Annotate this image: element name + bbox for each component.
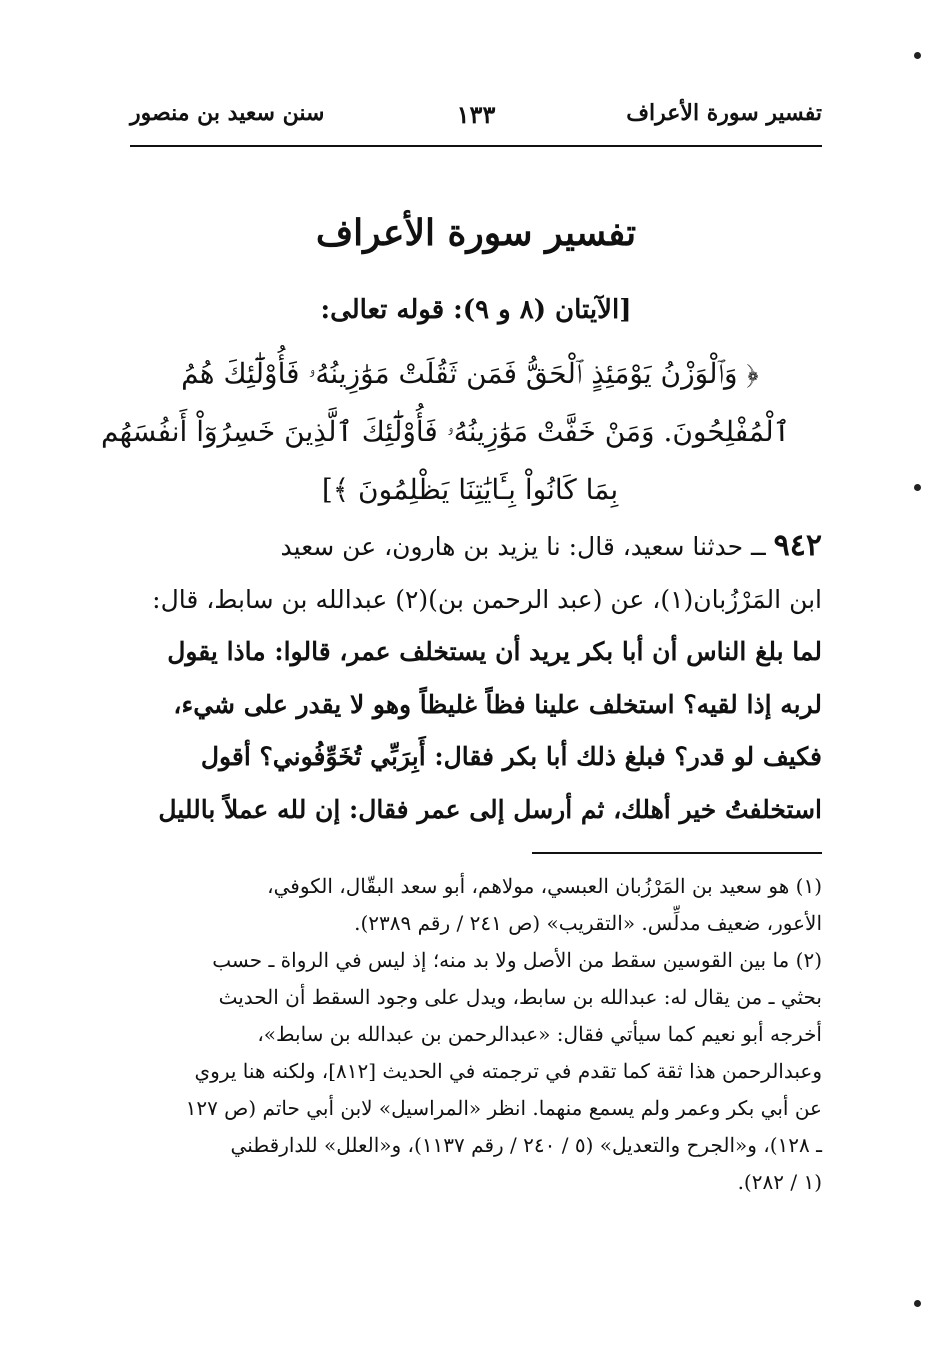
footnotes xyxy=(130,868,822,1201)
scan-speck xyxy=(914,1300,921,1307)
footnote-rule xyxy=(532,852,822,854)
footnote-line: (١) هو سعيد بن المَرْزُبان العبسي، مولاهم، أبو سعد البقّال، الكوفي، xyxy=(267,874,822,898)
chapter-title: تفسير سورة الأعراف xyxy=(315,212,637,254)
scan-speck xyxy=(914,484,921,491)
body-line: استخلفتُ خير أهلك، ثم أرسل إلى عمر فقال: إن لله عملاً بالليل xyxy=(158,794,822,824)
hadith-number: ٩٤٢ xyxy=(773,528,822,563)
footnote-line: أخرجه أبو نعيم كما سيأتي فقال: «عبدالرحمن بن عبدالله بن سابط»، xyxy=(257,1022,822,1046)
hadith-text xyxy=(130,520,822,836)
quran-verse xyxy=(101,345,790,519)
footnote-line: (٢) ما بين القوسين سقط من الأصل ولا بد منه؛ إذ ليس في الرواة ـ حسب xyxy=(212,948,822,972)
verse-line: ٱلْمُفْلِحُونَ. وَمَنْ خَفَّتْ مَوَٰزِينُهُۥ فَأُوْلَٰٓئِكَ ٱلَّذِينَ خَسِرُوٓاْ أَنفُسَهُم xyxy=(101,415,790,448)
body-line: فكيف لو قدر؟ فبلغ ذلك أبا بكر فقال: أَبِرَبِّي تُخَوِّفُوني؟ أقول xyxy=(200,742,822,771)
header-rule xyxy=(130,145,822,147)
body-line: ابن المَرْزُبان(١)، عن (عبد الرحمن بن)(٢) عبدالله بن سابط، قال: xyxy=(152,584,822,614)
footnote-line: الأعور، ضعيف مدلِّس. «التقريب» (ص ٢٤١ / رقم ٢٣٨٩). xyxy=(354,911,822,935)
footnote-line: ـ ١٢٨)، و«الجرح والتعديل» (٥ / ٢٤٠ / رقم ١١٣٧)، و«العلل» للدارقطني xyxy=(230,1133,822,1157)
header-surah-title: تفسير سورة الأعراف xyxy=(626,100,822,126)
body-line xyxy=(130,520,822,574)
header-book-title: سنن سعيد بن منصور xyxy=(130,100,325,126)
scan-speck xyxy=(914,52,921,59)
verse-line: بِمَا كَانُواْ بِـَٔايَٰتِنَا يَظْلِمُونَ ﴾] xyxy=(321,473,619,506)
verse-line: ﴿ وَٱلْوَزْنُ يَوْمَئِذٍ ٱلْحَقُّ فَمَن ثَقُلَتْ مَوَٰزِينُهُۥ فَأُوْلَٰٓئِكَ هُمُ xyxy=(181,357,759,390)
verse-subheading: [الآيتان (٨ و ٩): قوله تعالى: xyxy=(320,295,632,325)
footnote-line: (١ / ٢٨٢). xyxy=(737,1170,822,1194)
body-line-text: ــ حدثنا سعيد، قال: نا يزيد بن هارون، عن سعيد xyxy=(280,532,766,561)
footnote-line: عن أبي بكر وعمر ولم يسمع منهما. انظر «المراسيل» لابن أبي حاتم (ص ١٢٧ xyxy=(185,1096,822,1120)
body-line: لربه إذا لقيه؟ استخلف علينا فظاً غليظاً وهو لا يقدر على شيء، xyxy=(173,689,822,719)
body-line: لما بلغ الناس أن أبا بكر يريد أن يستخلف عمر، قالوا: ماذا يقول xyxy=(167,637,822,666)
page-number: ١٣٣ xyxy=(456,100,496,129)
footnote-line: وعبدالرحمن هذا ثقة كما تقدم في ترجمته في الحديث [٨١٢]، ولكنه هنا يروي xyxy=(194,1059,822,1083)
footnote-line: بحثي ـ من يقال له: عبدالله بن سابط، ويدل على وجود السقط أن الحديث xyxy=(218,985,822,1009)
running-header xyxy=(130,96,822,136)
